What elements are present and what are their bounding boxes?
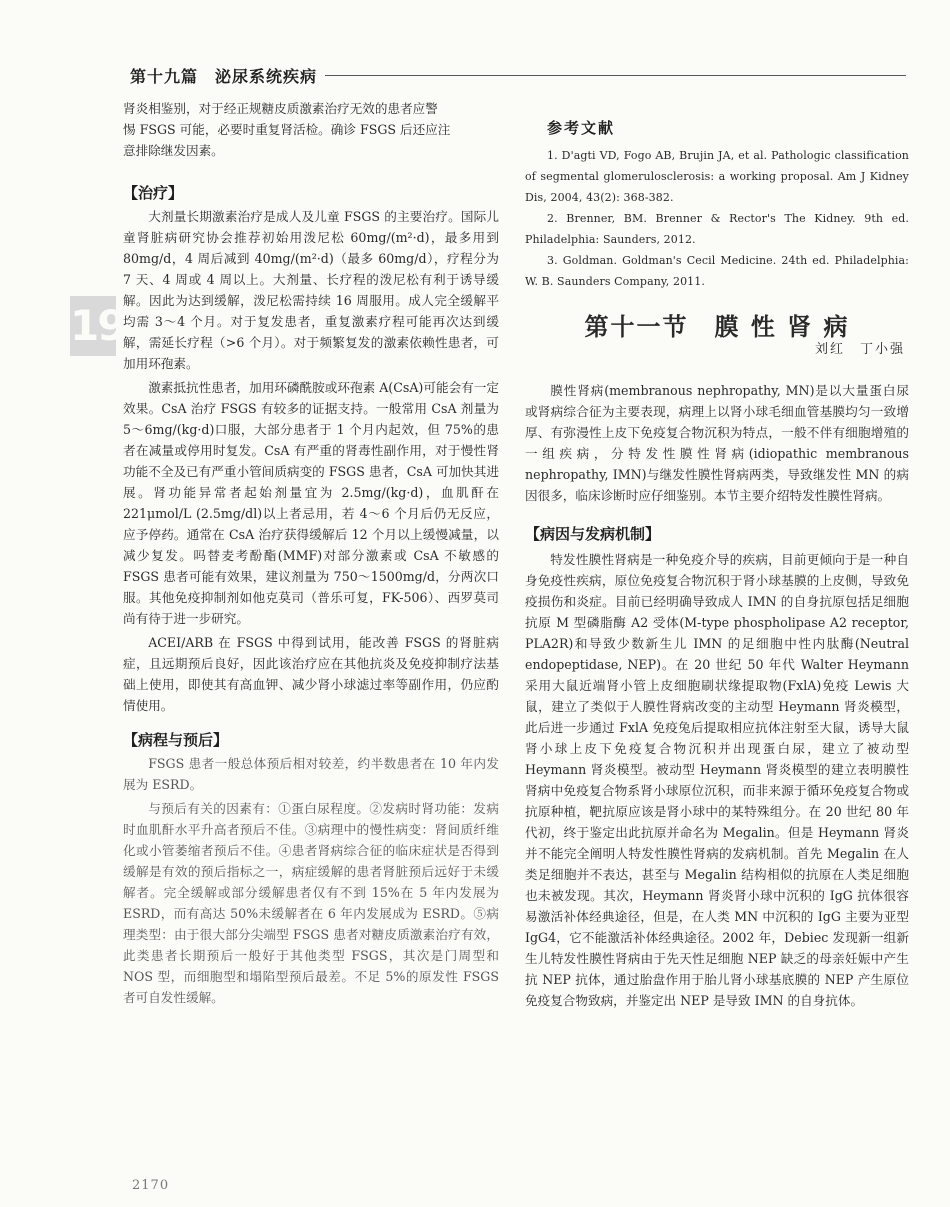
prognosis-paragraph: FSGS 患者一般总体预后相对较差，约半数患者在 10 年内发展为 ESRD。 [123,756,499,792]
etiology-heading: 【病因与发病机制】 [525,525,661,543]
references-heading: 参考文献 [547,119,616,137]
header-title: 第十九篇 泌尿系统疾病 [130,66,318,86]
intro-line: 肾炎相鉴别，对于经正规糖皮质激素治疗无效的患者应警 [123,101,438,116]
running-header [130,64,906,86]
etiology-paragraph: 特发性膜性肾病是一种免疫介导的疾病，目前更倾向于是一种自身免疫性疾病，原位免疫复合物沉积于肾小球基膜的上皮侧，导致免疫损伤和炎症。目前已经明确导致成人 IMN 的自身抗原包括足细胞抗原 M 型磷脂酶 A2 受体(M-type phospholipase A2 receptor, PLA2R)和导致少数新生儿 IMN 的足细胞中性内肽酶(Neutral endopeptidase, NEP)。在 20 世纪 50 年代 Walter Heymann 采用大鼠近端肾小管上皮细胞刷状缘提取物(FxlA)免疫 Lewis 大鼠，建立了类似于人膜性肾病改变的主动型 Heymann 肾炎模型，此后进一步通过 FxlA 免疫兔后提取相应抗体注射至大鼠，诱导大鼠肾小球上皮下免疫复合物沉积并出现蛋白尿，建立了被动型 Heymann 肾炎模型。被动型 Heymann 肾炎模型的建立表明膜性肾病中免疫复合物系肾小球原位沉积，而非来源于循环免疫复合物或抗原种植，靶抗原应该是肾小球中的某特殊组分。在 20 世纪 80 年代初，终于鉴定出此抗原并命名为 Megalin。但是 Heymann 肾炎并不能完全阐明人特发性膜性肾病的发病机制。首先 Megalin 在人类足细胞并不表达，甚至与 Megalin 结构相似的抗原在人类足细胞也未被发现。其次，Heymann 肾炎肾小球中沉积的 IgG 抗体很容易激活补体经典途径，但是，在人类 MN 中沉积的 IgG 主要为亚型 IgG4，它不能激活补体经典途径。2002 年，Debiec 发现新一组新生儿特发性膜性肾病由于先天性足细胞 NEP 缺乏的母亲妊娠中产生抗 NEP 抗体，通过胎盘作用于胎儿肾小球基底膜的 NEP 产生原位免疫复合物致病，并鉴定出 NEP 是导致 IMN 的自身抗体。 [525,552,909,1008]
reference-item: 1. D'agti VD, Fogo AB, Brujin JA, et al. Pathologic classification of segmental glomerulosclerosis: a working proposal. Am J Kidney Dis, 2004, 43(2): 368-382. [525,149,909,204]
treatment-paragraph: 激素抵抗性患者，加用环磷酰胺或环孢素 A(CsA)可能会有一定效果。CsA 治疗 FSGS 有较多的证据支持。一般常用 CsA 剂量为 5～6mg/(kg·d)口服，大部分患者于 1 个月内起效，但 75%的患者在减量或停用时复发。CsA 有严重的肾毒性副作用，对于慢性肾功能不全及已有严重小管间质病变的 FSGS 患者，CsA 可加快其进展。肾功能异常者起始剂量宜为 2.5mg/(kg·d)，血肌酐在 221μmol/L (2.5mg/dl)以上者忌用，若 4～6 个月后仍无反应，应予停药。通常在 CsA 治疗获得缓解后 12 个月以上缓慢减量，以减少复发。吗替麦考酚酯(MMF)对部分激素或 CsA 不敏感的 FSGS 患者可能有效果，建议剂量为 750～1500mg/d，分两次口服。其他免疫抑制剂如他克莫司（普乐可复，FK-506）、西罗莫司尚有待于进一步研究。 [123,380,499,626]
prognosis-paragraph: 与预后有关的因素有：①蛋白尿程度。②发病时肾功能：发病时血肌酐水平升高者预后不佳。③病理中的慢性病变：肾间质纤维化或小管萎缩者预后不佳。④患者肾病综合征的临床症状是否得到缓解是有效的预后指标之一，病症缓解的患者肾脏预后远好于未缓解者。完全缓解或部分缓解患者仅有不到 15%在 5 年内发展为 ESRD，而有高达 50%未缓解者在 6 年内发展成为 ESRD。⑤病理类型：由于很大部分尖端型 FSGS 患者对糖皮质激素治疗有效，此类患者长期预后一般好于其他类型 FSGS，其次是门周型和 NOS 型，而细胞型和塌陷型预后最差。不足 5%的原发性 FSGS 者可自发性缓解。 [123,801,499,1005]
chapter-tab: 19 [70,296,116,356]
references-list [525,145,909,292]
section-authors: 刘红 丁小强 [814,342,905,357]
reference-item: 3. Goldman. Goldman's Cecil Medicine. 24th ed. Philadelphia: W. B. Saunders Company, 2011. [525,254,909,288]
treatment-paragraph: 大剂量长期激素治疗是成人及儿童 FSGS 的主要治疗。国际儿童肾脏病研究协会推荐初始用泼尼松 60mg/(m²·d)，最多用到 80mg/d，4 周后减到 40mg/(m²·d)（最多 60mg/d），疗程分为 7 天、4 周或 4 周以上。大剂量、长疗程的泼尼松有利于诱导缓解。因此为达到缓解，泼尼松需持续 16 周服用。成人完全缓解平均需 3～4 个月。对于复发患者，重复激素疗程可能再次达到缓解，需延长疗程（>6 个月）。对于频繁复发的激素依赖性患者，可加用环孢素。 [123,209,499,371]
intro-paragraph: 膜性肾病(membranous nephropathy, MN)是以大量蛋白尿或肾病综合征为主要表现，病理上以肾小球毛细血管基膜均匀一致增厚、有弥漫性上皮下免疫复合物沉积为特点，一般不伴有细胞增殖的一组疾病，分特发性膜性肾病(idiopathic membranous nephropathy, IMN)与继发性膜性肾病两类，导致继发性 MN 的病因很多，临床诊断时应仔细鉴别。本节主要介绍特发性膜性肾病。 [525,383,909,503]
left-column [123,98,499,1008]
right-column [525,118,909,1011]
section-title: 第十一节 膜 性 肾 病 [584,312,850,341]
page-number: 2170 [132,1178,170,1193]
treatment-heading: 【治疗】 [123,184,184,202]
intro-line: 意排除继发因素。 [123,143,224,158]
treatment-paragraph: ACEI/ARB 在 FSGS 中得到试用，能改善 FSGS 的肾脏病症，且远期预后良好，因此该治疗应在其他抗炎及免疫抑制疗法基础上使用，即使其有高血钾、减少肾小球滤过率等副作用，仍应酌情使用。 [123,635,499,713]
header-rule [325,75,906,76]
prognosis-heading: 【病程与预后】 [123,731,229,749]
reference-item: 2. Brenner, BM. Brenner & Rector's The Kidney. 9th ed. Philadelphia: Saunders, 2012. [525,212,909,246]
intro-line: 惕 FSGS 可能，必要时重复肾活检。确诊 FSGS 后还应注 [123,122,451,137]
